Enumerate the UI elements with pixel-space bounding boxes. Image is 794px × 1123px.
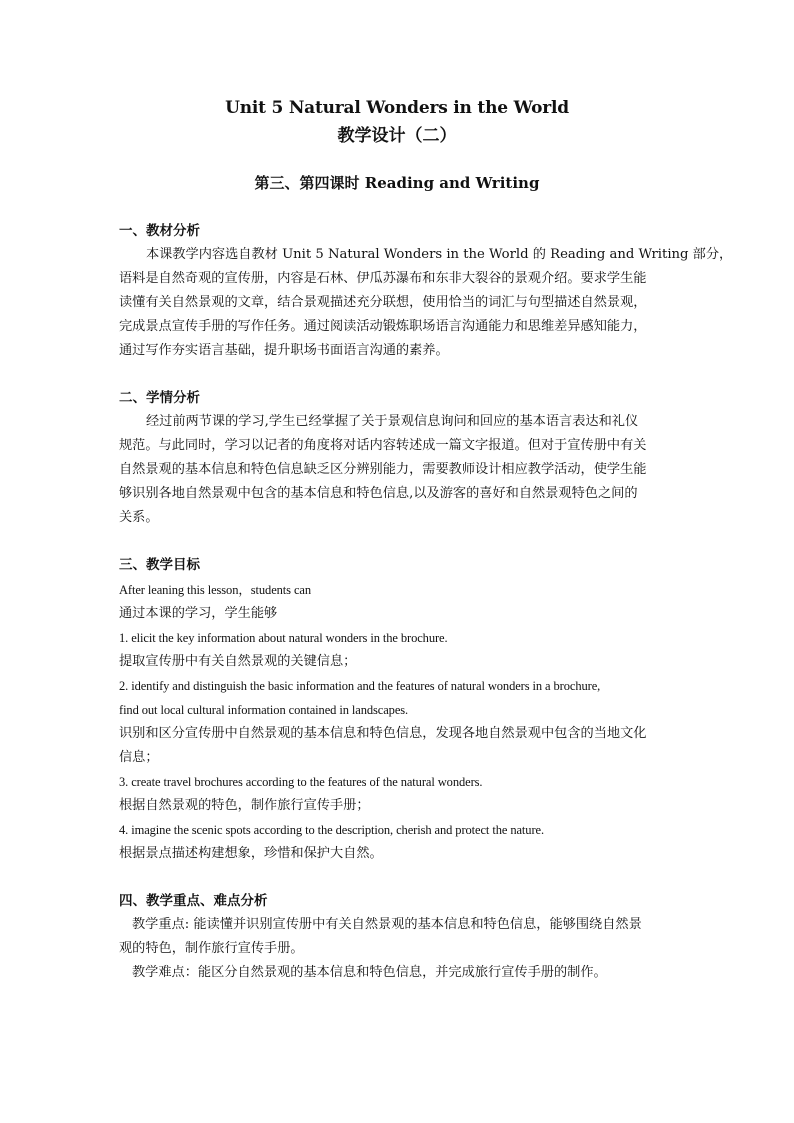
section-heading: 四、教学重点、难点分析 [119,893,268,909]
objective-line-cn: 通过本课的学习，学生能够 [119,606,278,621]
paragraph-line: 观的特色，制作旅行宣传手册。 [119,941,304,956]
document-title: Unit 5 Natural Wonders in the World [225,98,569,118]
paragraph-line: 够识别各地自然景观中包含的基本信息和特色信息,以及游客的喜好和自然景观特色之间的 [119,486,638,501]
objective-line-cn: 根据自然景观的特色，制作旅行宣传手册； [119,798,370,813]
paragraph-line: 语料是自然奇观的宣传册，内容是石林、伊瓜苏瀑布和东非大裂谷的景观介绍。要求学生能 [119,271,647,286]
section-heading: 三、教学目标 [119,557,200,573]
section-heading: 二、学情分析 [119,390,200,406]
objective-line-en: After leaning this lesson，students can [119,583,311,597]
paragraph-line: 经过前两节课的学习,学生已经掌握了关于景观信息询问和回应的基本语言表达和礼仪 [146,414,639,429]
objective-line-en: 1. elicit the key information about natural wonders in the brochure. [119,631,448,645]
paragraph-line: 教学重点: 能读懂并识别宣传册中有关自然景观的基本信息和特色信息，能够围绕自然景 [132,917,642,932]
objective-line-cn: 识别和区分宣传册中自然景观的基本信息和特色信息，发现各地自然景观中包含的当地文化 [119,726,647,741]
objective-line-en: 3. create travel brochures according to the features of the natural wonders. [119,775,483,789]
objective-line-cn: 根据景点描述构建想象，珍惜和保护大自然。 [119,846,383,861]
paragraph-line: 自然景观的基本信息和特色信息缺乏区分辨别能力，需要教师设计相应教学活动，使学生能 [119,462,647,477]
objective-line-en: 2. identify and distinguish the basic information and the features of natural wonders in a brochure, [119,679,601,693]
objective-line-cn: 信息； [119,750,159,765]
objective-line-en: 4. imagine the scenic spots according to the description, cherish and protect the nature. [119,823,544,837]
section-heading: 一、教材分析 [119,223,200,239]
paragraph-line: 通过写作夯实语言基础，提升职场书面语言沟通的素养。 [119,343,449,358]
paragraph-line: 规范。与此同时，学习以记者的角度将对话内容转述成一篇文字报道。但对于宣传册中有关 [119,438,647,453]
paragraph-line: 完成景点宣传手册的写作任务。通过阅读活动锻炼职场语言沟通能力和思维差异感知能力， [119,319,647,334]
lesson-subtitle: 第三、第四课时 Reading and Writing [254,174,540,192]
paragraph-line: 教学难点：能区分自然景观的基本信息和特色信息，并完成旅行宣传手册的制作。 [132,965,607,980]
objective-line-cn: 提取宣传册中有关自然景观的关键信息； [119,654,357,669]
document-title-cn: 教学设计（二） [337,126,457,146]
paragraph-line: 读懂有关自然景观的文章，结合景观描述充分联想，使用恰当的词汇与句型描述自然景观， [119,295,647,310]
paragraph-line: 关系。 [119,510,159,525]
objective-line-en: find out local cultural information contained in landscapes. [119,703,409,717]
paragraph-line: 本课教学内容选自教材 Unit 5 Natural Wonders in the World 的 Reading and Writing 部分， [146,247,733,262]
